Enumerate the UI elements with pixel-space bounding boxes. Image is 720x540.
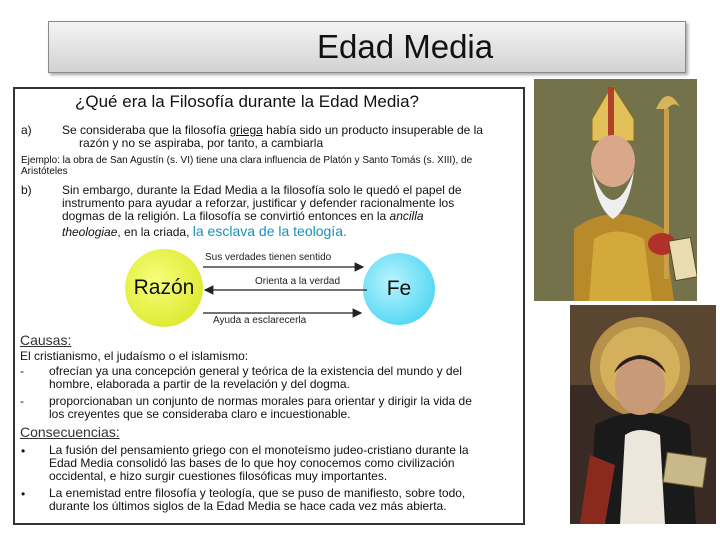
- bullet-1: •: [21, 444, 26, 458]
- item-b-line4: theologiae, en la criada, la esclava de la teología.: [62, 223, 347, 239]
- question-heading: ¿Qué era la Filosofía durante la Edad Media?: [75, 92, 419, 111]
- item-a-line2: razón y no se aspiraba, por tanto, a cambiarla: [79, 136, 324, 150]
- razon-fe-diagram: [125, 247, 412, 333]
- title-box: [48, 21, 686, 73]
- item-b-line3: dogmas de la religión. La filosofía se convirtió entonces en la ancilla: [62, 209, 424, 223]
- arrow-mid-label: Orienta a la verdad: [255, 276, 341, 287]
- item-b-line2: instrumento para ayudar a reforzar, justificar y defender racionalmente los: [62, 196, 455, 210]
- item-a-line1: Se consideraba que la filosofía griega había sido un producto insuperable de la: [62, 123, 483, 137]
- consecuencias-heading: Consecuencias:: [20, 424, 120, 440]
- causas-dash-2: -: [20, 394, 24, 408]
- causas-heading: Causas:: [20, 332, 72, 348]
- esclava-highlight: la esclava de la teología.: [192, 223, 347, 239]
- arrow-bottom-label: Ayuda a esclarecerla: [213, 315, 307, 326]
- item-b-marker: b): [21, 183, 32, 197]
- causas-d1-l2: hombre, elaborada a partir de la revelación y del dogma.: [49, 377, 350, 391]
- slide-title: Edad Media: [317, 28, 494, 65]
- causas-d2-l2: los creyentes que se consideraba claro e incuestionable.: [49, 407, 351, 421]
- portrait-san-agustin: [534, 79, 697, 301]
- item-a-marker: a): [21, 123, 32, 137]
- portrait-santo-tomas: [570, 305, 716, 524]
- cons-b2-l1: La enemistad entre filosofía y teología, que se puso de manifiesto, sobre todo,: [49, 486, 466, 500]
- content-box: [13, 87, 525, 525]
- cons-b2-l2: durante los últimos siglos de la Edad Media se hace cada vez más abierta.: [49, 499, 447, 513]
- cons-b1-l2: Edad Media consolidó las bases de lo que hoy conocemos como civilización: [49, 456, 455, 470]
- causas-intro: El cristianismo, el judaísmo o el islamismo:: [20, 349, 249, 363]
- example-line2: Aristóteles: [21, 166, 68, 177]
- cons-b1-l3: occidental, e hizo surgir cuestiones filosóficas muy importantes.: [49, 469, 388, 483]
- bullet-2: •: [21, 487, 26, 501]
- arrow-top-label: Sus verdades tienen sentido: [205, 252, 332, 263]
- causas-dash-1: -: [20, 364, 24, 378]
- fe-circle: Fe: [363, 253, 435, 325]
- causas-d1-l1: ofrecían ya una concepción general y teórica de la existencia del mundo y del: [49, 364, 462, 378]
- griega-underlined: griega: [229, 123, 263, 137]
- causas-d2-l1: proporcionaban un conjunto de normas morales para orientar y dirigir la vida de: [49, 394, 472, 408]
- razon-circle: Razón: [125, 249, 203, 327]
- example-line1: Ejemplo: la obra de San Agustín (s. VI) tiene una clara influencia de Platón y Santo Tomás (s. XIII), de: [21, 155, 473, 166]
- item-b-line1: Sin embargo, durante la Edad Media a la filosofía solo le quedó el papel de: [62, 183, 462, 197]
- cons-b1-l1: La fusión del pensamiento griego con el monoteísmo judeo-cristiano durante la: [49, 443, 469, 457]
